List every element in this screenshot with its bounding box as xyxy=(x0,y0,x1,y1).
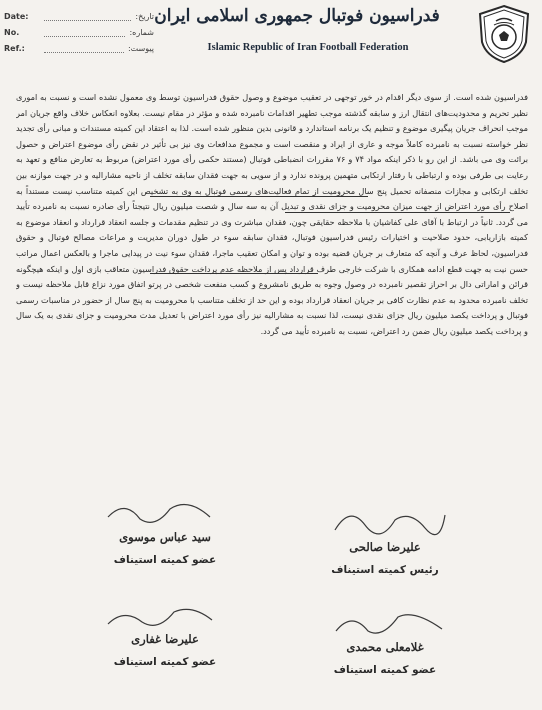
handwritten-signature-member-3 xyxy=(100,600,220,636)
signatory-title: عضو کمیته استیناف xyxy=(113,554,217,566)
reference-label-en: Ref.: xyxy=(4,43,25,53)
number-label-fa: شماره: xyxy=(129,27,154,37)
number-field xyxy=(4,24,154,40)
signature-block-member-3 xyxy=(80,632,250,668)
signatory-title: رئیس کمیته استیناف xyxy=(331,564,439,576)
handwritten-underline-3 xyxy=(150,273,318,274)
signature-block-member-2 xyxy=(300,640,470,676)
handwritten-underline-2 xyxy=(285,212,510,213)
signatory-title: عضو کمیته استیناف xyxy=(333,664,437,676)
reference-field xyxy=(4,40,154,56)
signatory-name: سید عباس موسوی xyxy=(119,530,211,544)
handwritten-underline-1 xyxy=(150,196,368,197)
date-label-en: Date: xyxy=(4,11,29,21)
date-label-fa: تاریخ: xyxy=(135,11,154,21)
number-line xyxy=(44,28,125,37)
handwritten-signature-member-1 xyxy=(100,495,220,531)
letterhead xyxy=(0,0,542,86)
signatory-name: غلامعلی محمدی xyxy=(346,640,424,654)
reference-label-fa: پیوست: xyxy=(127,43,154,53)
handwritten-signature-chairman xyxy=(330,500,450,540)
signatory-title: عضو کمیته استیناف xyxy=(113,656,217,668)
signature-block-chairman xyxy=(300,540,470,576)
date-line xyxy=(44,12,131,21)
handwritten-signature-member-2 xyxy=(330,605,450,641)
signatory-name: علیرضا صالحی xyxy=(349,540,421,554)
football-federation-emblem-icon xyxy=(474,4,534,64)
signature-block-member-1 xyxy=(80,530,250,566)
number-label-en: No. xyxy=(4,27,20,37)
organization-name-persian: فدراسیون فوتبال جمهوری اسلامی ایران xyxy=(154,6,440,26)
ruling-paragraph: فدراسیون شده است. از سوی دیگر اقدام در خور توجهی در تعقیب موضوع و وصول حقوق فدراسیون توسط وی معمول نشده است و نسبت به اموری نظیر تحریم و محدودیت‌های انتقال ارز و سابقه گذشته موجب تطهیر اقدامات نامبرده شده و مؤثر در مقام نیست. بعلاوه انعکاس خلاف واقع جریان امر موجب انحراف جریان پیگیری موضوع و تنظیم یک برنامه استاندارد و قانونی بدین منظور شده است. لذا به اعتقاد این کمیته مستندات و مبانی رأی تجدید نظر خواسته نسبت به نامبرده کاملاً موجه و عاری از ایراد و منقصت است و مجموع مدافعات وی نیز بی تأثیر در نقض رأی موضوع اعتراض و حصول برائت وی می باشد. از این رو با ذکر اینکه مواد ۷۴ و ۷۶ مقررات انضباطی فوتبال (مستند حکمی رأی مورد اعتراض) مربوط به تعارض منافع و تعهد به رعایت بی طرفی بوده و ارتباطی با رفتار ارتکابی متهمین پرونده ندارد و از سویی به جهت فقدان سابقه تخلف از ناحیه مشارالیه و در جهت موازنه بین تخلف ارتکابی و مجازات منصفانه تحمیل پنج سال محرومیت از تمام فعالیت‌های رسمی فوتبال به وی به تشخیص این کمیته متناسب نیست مستنداً به اصلاح رأی مورد اعتراض از جهت میزان محرومیت و جزای نقدی و تبدیل آن به سه سال و شصت میلیون ریال نتیجتاً رأی صادره نسبت به نامبرده تأیید می گردد. ثانیاً در ارتباط با آقای علی کفاشیان با ملاحظه حقایقی چون، فقدان مباشرت وی در تنظیم مقدمات و جلسه انعقاد قرارداد و انعقاد موضوع به کمیته بازاریابی، حدود صلاحیت و اختیارات رئیس فدراسیون فوتبال، فقدان سابقه سوء در طول دوران مدیریت و مراعات مصالح فوتبال و حقوق فدراسیون، لحاظ عرف و آنچه که متعارف بر جریان قضیه بوده و توان و امکان تعقیب ماجرا، فقدان سوء نیت در پیدایی ماجرا و بالعکس اعمال مراتب حسن نیت به جهت قطع ادامه همکاری با شرکت خارجی طرف قرارداد پس از ملاحظه عدم پرداخت حقوق فدراسیون متعاقب بازی اول و اینکه هیچگونه قرائن و اماراتی دال بر احراز تقصیر نامبرده در وصول وجوه به طریق نامشروع و کسب منفعت شخصی در پرتو اتفاق مورد نزاع قابل ملاحظه نیست و تخلف نامبرده محدود به عدم نظارت کافی بر جریان انعقاد قرارداد بوده و این حد از تخلف متناسب با محرومیت به پنج سال از حضور در مناسبات رسمی فوتبال و پرداخت یکصد میلیون ریال جزای نقدی نیست، لذا نسبت به مشارالیه نیز رأی مورد اعتراض با تعدیل مدت محرومیت و جزای نقدی به یک سال و پرداخت یکصد میلیون ریال ضمن رد اعتراض، نسبت به نامبرده تأیید می گردد. xyxy=(16,92,528,336)
signatory-name: علیرضا غفاری xyxy=(131,632,199,646)
ruling-body-text xyxy=(16,90,528,480)
organization-name-english: Islamic Republic of Iran Football Federation xyxy=(207,42,409,53)
reference-line xyxy=(44,44,124,53)
